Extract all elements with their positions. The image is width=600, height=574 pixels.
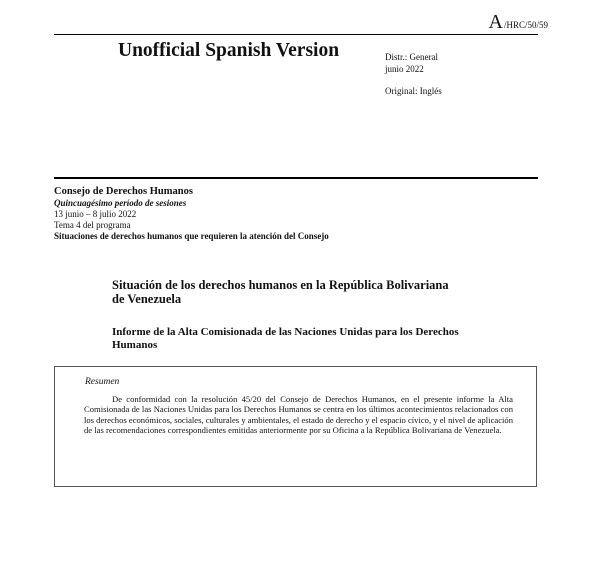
distribution-block [385, 51, 442, 97]
original-language: Original: Inglés [385, 86, 442, 96]
summary-box [54, 366, 537, 487]
page-title: Unofficial Spanish Version [118, 40, 340, 61]
distribution-label: Distr.: General [385, 52, 438, 62]
document-symbol-letter: A [488, 11, 503, 33]
document-subtitle: Informe de la Alta Comisionada de las Naciones Unidas para los Derechos Humanos [112, 326, 459, 351]
summary-heading: Resumen [85, 377, 120, 387]
issue-date: junio 2022 [385, 64, 424, 74]
document-symbol-code: /HRC/50/59 [503, 20, 548, 30]
document-title: Situación de los derechos humanos en la República Bolivariana de Venezuela [112, 278, 449, 306]
section-rule [54, 177, 538, 179]
session-info [54, 185, 329, 242]
session-dates: 13 junio – 8 julio 2022 [54, 209, 137, 219]
agenda-title: Situaciones de derechos humanos que requieren la atención del Consejo [54, 231, 329, 241]
summary-text: De conformidad con la resolución 45/20 del Consejo de Derechos Humanos, en el presente informe la Alta Comisionada de las Naciones Unidas para los Derechos Humanos se centra en los últimos acontecimientos relacionados con los derechos económicos, sociales, culturales y ambientales, el estado de derecho y el espacio cívico, y el nivel de aplicación de las recomendaciones correspondientes emitidas anteriormente por su Oficina a la República Bolivariana de Venezuela. [84, 394, 513, 436]
session-period: Quincuagésimo período de sesiones [54, 198, 187, 208]
document-symbol [489, 12, 548, 32]
header-rule [54, 34, 538, 35]
council-name: Consejo de Derechos Humanos [54, 186, 193, 197]
agenda-item: Tema 4 del programa [54, 220, 131, 230]
